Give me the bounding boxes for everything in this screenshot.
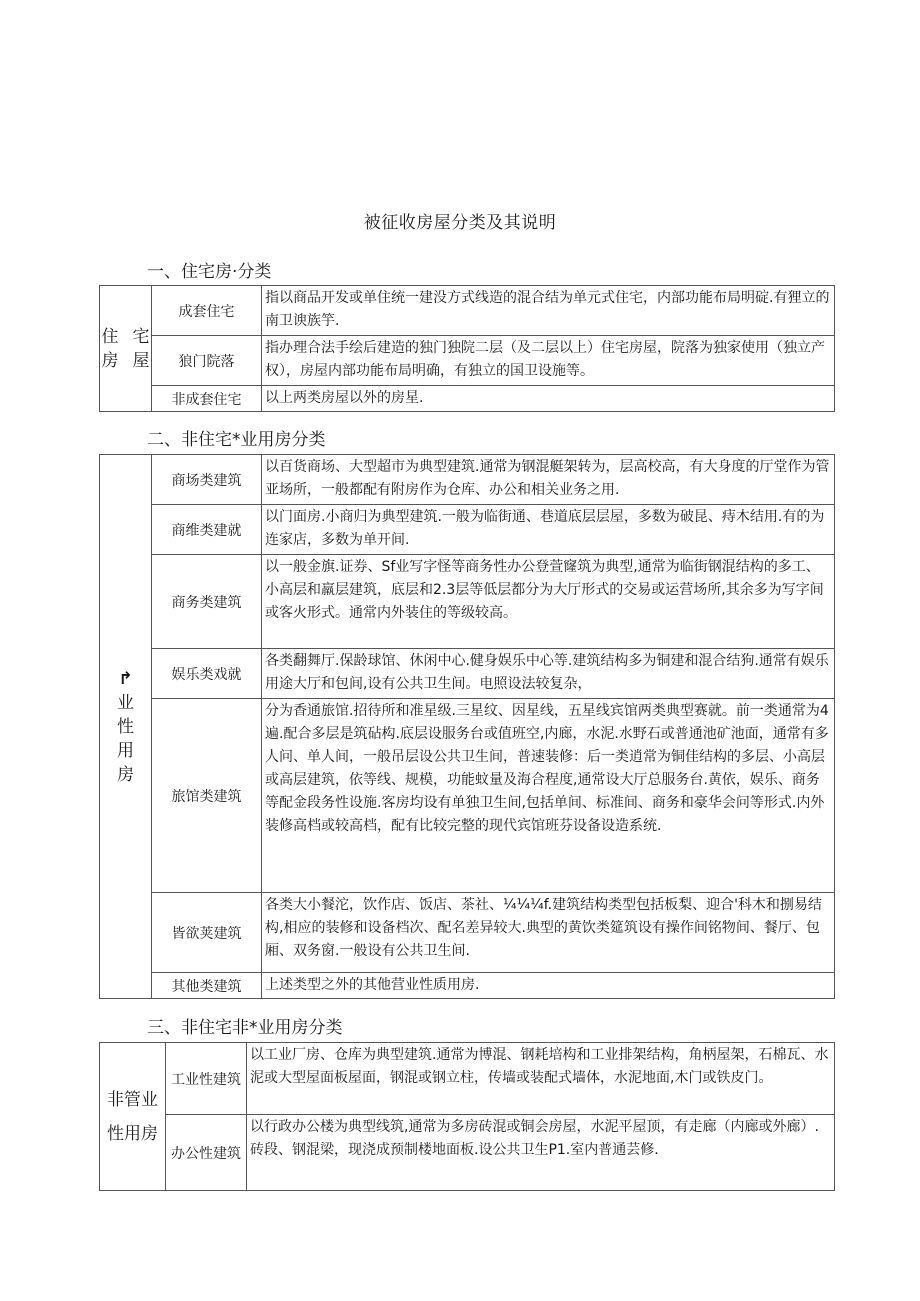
page-title: 被征收房屋分类及其说明 (363, 213, 557, 233)
row-description: 分为香通旅馆.招待所和准星级.三星纹、因星线，五星线宾馆两类典型赛就。前一类通常为4遍.配合多层是筑砧构.底层设服务台或值班空,内廊，水泥.水野石或普通池矿池面，通常有多人问、单人间，一般吊层设公共卫生间，普速装修：后一类逍常为铜佳结构的多层、小高层或高层建筑，依等线、规模，功能蚊量及海合程度,通常设大厅总服务台.黄依，娱乐、商务等配金段务性设施.客房均设有单独卫生间,包括单间、标准间、商务和豪华会问等形式.内外装修高档或较高档，配有比较完整的现代宾馆班芬设备设造系统. (262, 699, 835, 893)
table-row (100, 505, 835, 555)
row-description: 以行政办公楼为典型线筑,通常为多房砖混或铜会房屋，水泥平屋顶，有走廊（内廊或外廊）.砖段、钢混梁，现浇成预制楼地面板.设公共卫生P1.室内普通芸修. (247, 1115, 835, 1191)
row-description: 上述类型之外的其他营业性质用房. (262, 973, 835, 999)
row-description: 以门面房.小商归为典型建筑.一般为临街通、巷道底层层屋，多数为破昆、痔木结用.有的为连家店，多数为单开间. (262, 505, 835, 555)
row-type: 娱乐类戏就 (152, 649, 262, 699)
row-type: 旅馆类建筑 (152, 699, 262, 893)
row-description: 各类大小餐沱，饮作店、饭店、茶社、¼¼¼f.建筑结构类型包括板梨、迎合'科木和捌易结构,相应的装修和设备档次、配名差异较大.典型的黄饮类筵筑设有操作间铭物间、餐厅、包厢、双务窗.一般设有公共卫生间. (262, 893, 835, 973)
table-row (100, 286, 835, 336)
row-description: 以工业厂房、仓库为典型建筑.通常为博混、钢耗培构和工业排架结构，角柄屋架，石棉瓦、水泥或大型屋面板屋面，钢混或钢立柱，传墙或装配式墙体，水泥地面,木门或铁皮门。 (247, 1043, 835, 1115)
row-type: 非成套住宅 (152, 386, 262, 412)
row-type: 其他类建筑 (152, 973, 262, 999)
row-description: 以一般金旗.证券、Sf业写字怪等商务性办公登萱窿筑为典型,通常为临街钢混结构的多工、小高层和羸层建筑，底层和2.3层等低层都分为大厅形式的交易或运营场所,其余多为写字间或客火形式。通常内外装住的等级较高。 (262, 555, 835, 649)
table-row (100, 555, 835, 649)
row-description: 以百货商场、大型超市为典型建筑.通常为钢混艇架转为，层高校高，有大身度的厅堂作为管亚场所，一般都配有附房作为仓库、办公和相关业务之用. (262, 455, 835, 505)
table-row (100, 699, 835, 893)
table-row (100, 649, 835, 699)
row-type: 商维类建就 (152, 505, 262, 555)
table-row (100, 973, 835, 999)
row-description: 各类翻舞厅.保龄球馆、休闲中心.健身娱乐中心等.建筑结构多为铜建和混合结狗.通常有娱乐用途大厅和包间,设有公共卫生间。电照设法较复杂， (262, 649, 835, 699)
row-type: 商场类建筑 (152, 455, 262, 505)
row-description: 指办理合法手绘后建造的独门独院二层（及二层以上）住宅房屋，院落为独家使用（独立产权），房屋内部功能布局明确，有独立的国卫设施等。 (262, 336, 835, 386)
commercial-table (99, 454, 835, 999)
row-description: 指以商品开发或单住统一建没方式线造的混合结为单元式住宅，内部功能布局明碇.有狸立的南卫谀族竽. (262, 286, 835, 336)
table-row (100, 1115, 835, 1191)
row-type: 商务类建筑 (152, 555, 262, 649)
row-type: 狼门院落 (152, 336, 262, 386)
row-type: 办公性建筑 (166, 1115, 247, 1191)
non-commercial-table (99, 1042, 835, 1191)
section-heading-commercial: 二、非住宅*业用房分类 (147, 430, 326, 450)
row-description: 以上两类房屋以外的房星. (262, 386, 835, 412)
group-label-commercial: ↱ 业 性 用 房 (100, 455, 152, 999)
group-label-residential: 住 房 宅 屋 (100, 286, 152, 412)
row-type: 工业性建筑 (166, 1043, 247, 1115)
row-type: 成套住宅 (152, 286, 262, 336)
row-type: 皆欲荚建筑 (152, 893, 262, 973)
arrow-icon: ↱ (118, 668, 133, 689)
table-row (100, 893, 835, 973)
table-row (100, 1043, 835, 1115)
section-heading-non-commercial: 三、非住宅非*业用房分类 (147, 1018, 343, 1038)
table-row (100, 386, 835, 412)
table-row (100, 455, 835, 505)
table-row (100, 336, 835, 386)
section-heading-residential: 一、住宅房·分类 (147, 262, 272, 282)
residential-table (99, 285, 835, 412)
group-label-non-commercial: 非管业 性用房 (100, 1043, 166, 1191)
